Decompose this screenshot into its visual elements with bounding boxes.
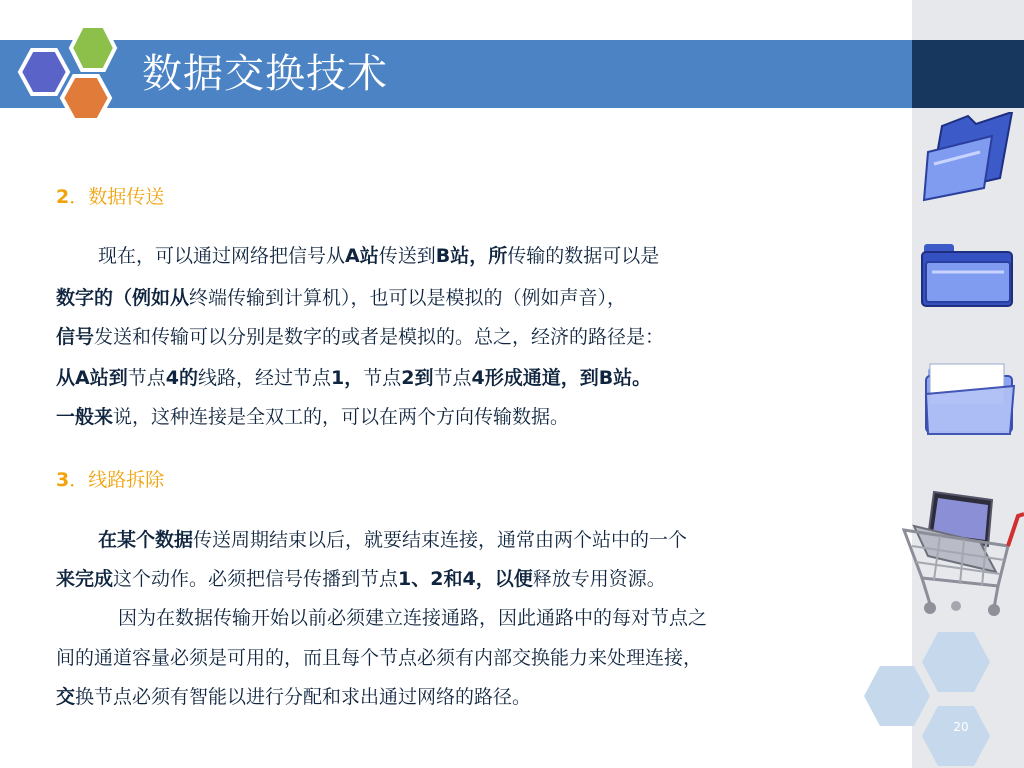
- decorative-hexagons: [856, 626, 1024, 768]
- folder-icon: [920, 112, 1020, 202]
- paragraph-line: 间的通道容量必须是可用的，而且每个节点必须有内部交换能力来处理连接，: [56, 647, 703, 669]
- blue-hexagon: [20, 50, 68, 94]
- paragraph-line: 在某个数据传送周期结束以后，就要结束连接，通常由两个站中的一个: [98, 529, 688, 551]
- section-heading-line-teardown: [56, 467, 164, 493]
- paragraph-line: 一般来说，这种连接是全双工的，可以在两个方向传输数据。: [56, 406, 570, 428]
- section-heading-data-transfer: [56, 184, 164, 210]
- title-bar-accent: [912, 40, 1024, 108]
- folder-icon: [920, 360, 1020, 440]
- folder-icon: [918, 238, 1018, 310]
- paragraph-line: 因为在数据传输开始以前必须建立连接通路，因此通路中的每对节点之: [118, 607, 708, 629]
- paragraph-line: 从A站到节点4的线路，经过节点1，节点2到节点4形成通道，到B站。: [56, 367, 652, 389]
- page-number: 20: [953, 720, 969, 734]
- green-hexagon: [71, 26, 115, 70]
- section-heading-text: ．数据传送: [69, 186, 165, 208]
- paragraph-line: 数字的（例如从终端传输到计算机），也可以是模拟的（例如声音），: [56, 287, 627, 309]
- paragraph-line: 现在，可以通过网络把信号从A站传送到B站，所传输的数据可以是: [98, 245, 660, 267]
- hexagon-logo-icon: [12, 20, 122, 130]
- paragraph-line: 交换节点必须有智能以进行分配和求出通过网络的路径。: [56, 686, 532, 708]
- slide-title: 数据交换技术: [142, 51, 388, 97]
- paragraph-line: 信号发送和传输可以分别是数字的或者是模拟的。总之，经济的路径是：: [56, 326, 665, 348]
- paragraph-line: 来完成这个动作。必须把信号传播到节点1、2和4，以便释放专用资源。: [56, 568, 666, 590]
- section-number: 3: [56, 469, 70, 491]
- section-number: 2: [56, 186, 70, 208]
- title-bar: [0, 40, 912, 108]
- section-heading-text: ．线路拆除: [69, 469, 165, 491]
- shopping-cart-laptop-icon: [900, 486, 1024, 620]
- orange-hexagon: [62, 76, 110, 120]
